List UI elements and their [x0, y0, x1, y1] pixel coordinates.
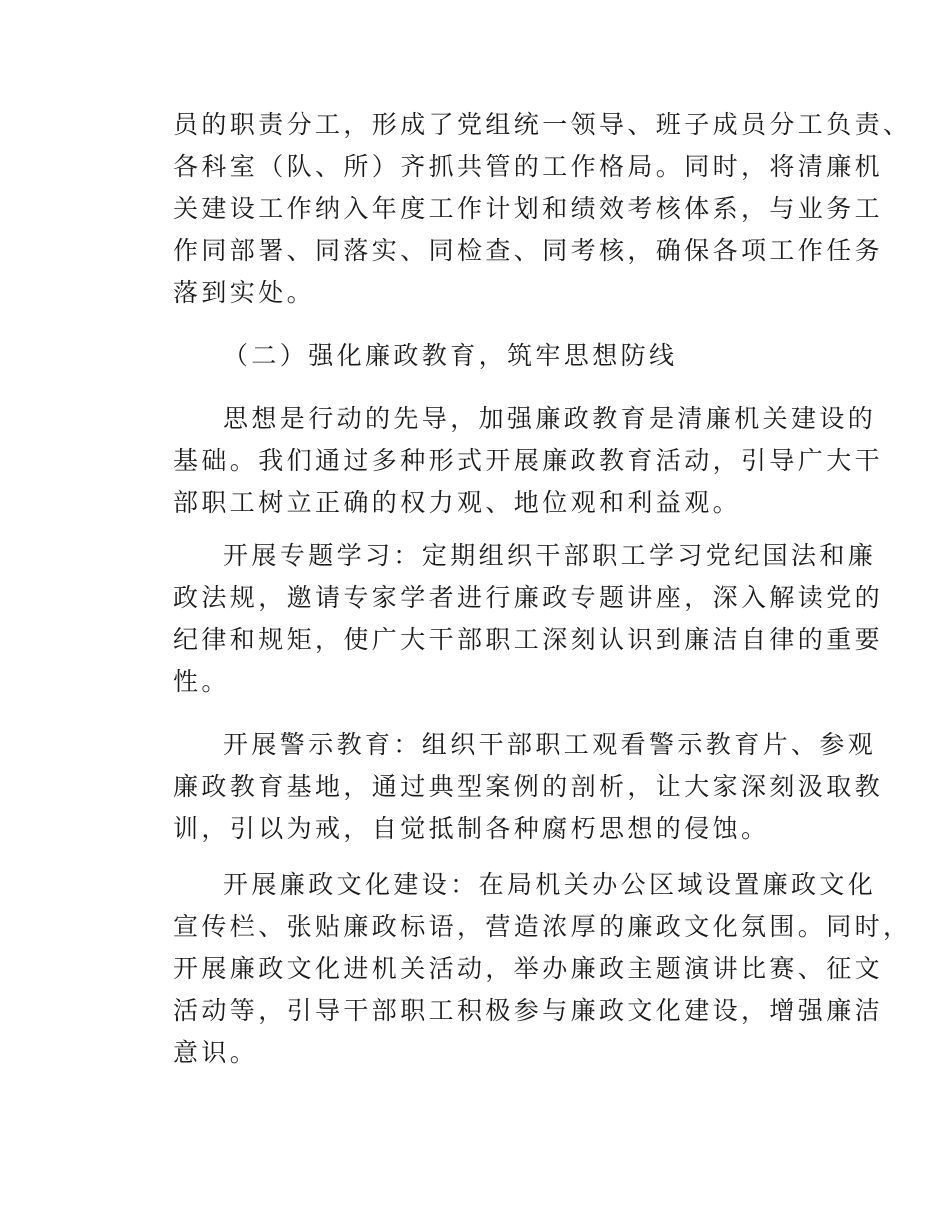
paragraph-intro [173, 398, 884, 524]
text-line: 纪律和规矩，使广大干部职工深刻认识到廉洁自律的重要 [173, 625, 884, 654]
section-heading [173, 335, 813, 377]
text-line: 部职工树立正确的权力观、地位观和利益观。 [173, 488, 742, 517]
text-line: 政法规，邀请专家学者进行廉政专题讲座，深入解读党的 [173, 583, 884, 612]
text-line: 训，引以为戒，自觉抵制各种腐朽思想的侵蚀。 [173, 814, 770, 843]
text-line: 各科室（队、所）齐抓共管的工作格局。同时，将清廉机 [173, 152, 884, 181]
text-line: 作同部署、同落实、同检查、同考核，确保各项工作任务 [173, 236, 884, 265]
text-line: 基础。我们通过多种形式开展廉政教育活动，引导广大干 [173, 446, 884, 475]
paragraph-continuation [173, 104, 912, 314]
paragraph-culture [173, 864, 912, 1074]
text-line: 开展警示教育：组织干部职工观看警示教育片、参观 [223, 730, 877, 759]
text-line: 意识。 [173, 1038, 259, 1067]
paragraph-warning [173, 724, 884, 850]
text-line: 思想是行动的先导，加强廉政教育是清廉机关建设的 [223, 404, 877, 433]
heading-text: （二）强化廉政教育，筑牢思想防线 [223, 341, 678, 370]
text-line: 性。 [173, 667, 230, 696]
paragraph-study [173, 535, 884, 703]
text-line: 廉政教育基地，通过典型案例的剖析，让大家深刻汲取教 [173, 772, 884, 801]
text-line: 开展专题学习：定期组织干部职工学习党纪国法和廉 [223, 541, 877, 570]
text-line: 开展廉政文化建设：在局机关办公区域设置廉政文化 [223, 870, 877, 899]
text-line: 开展廉政文化进机关活动，举办廉政主题演讲比赛、征文 [173, 954, 884, 983]
text-line: 落到实处。 [173, 278, 316, 307]
text-line: 宣传栏、张贴廉政标语，营造浓厚的廉政文化氛围。同时， [173, 912, 912, 941]
text-line: 员的职责分工，形成了党组统一领导、班子成员分工负责、 [173, 110, 912, 139]
text-line: 关建设工作纳入年度工作计划和绩效考核体系，与业务工 [173, 194, 884, 223]
text-line: 活动等，引导干部职工积极参与廉政文化建设，增强廉洁 [173, 996, 884, 1025]
